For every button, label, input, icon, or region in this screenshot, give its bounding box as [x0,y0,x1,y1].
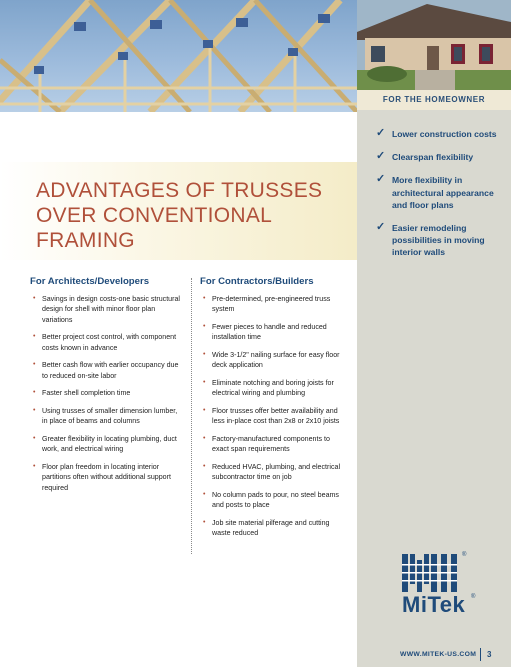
list-item: • Savings in design costs-one basic structural design for shell with minor floor plan variations [33,295,181,324]
list-item: • Job site material pilferage and cutting waste reduced [203,518,330,538]
bullet-icon: • [33,462,36,470]
bullet-icon: • [203,462,206,470]
check-icon: ✓ [376,221,386,234]
house-photo [357,0,511,90]
homeowner-benefits-list [376,128,504,270]
bullet-icon: • [203,406,206,414]
contractors-heading: For Contractors/Builders [200,276,314,287]
logo-mark-registered: ® [462,552,467,558]
list-item: • Wide 3-1/2" nailing surface for easy floor deck application [203,350,340,370]
list-item: • Fewer pieces to handle and reduced installation time [203,322,327,342]
bullet-icon: • [203,434,206,442]
bullet-icon: • [33,434,36,442]
bullet-icon: • [33,295,36,302]
list-item: • Better project cost control, with component costs known in advance [33,333,177,352]
check-icon: ✓ [376,173,386,186]
homeowner-heading-band [357,90,511,110]
architects-column [30,276,180,500]
check-icon: ✓ [376,150,386,163]
contractors-list [200,294,346,538]
truss-illustration [0,0,357,112]
list-item: • Reduced HVAC, plumbing, and electrical subcontractor time on job [203,462,341,482]
bullet-icon: • [203,295,206,302]
list-item: • Faster shell completion time [33,389,131,398]
list-item: • Greater flexibility in locating plumbing, duct work, and electrical wiring [33,434,177,454]
bullet-icon: • [203,490,206,498]
contractors-column [200,276,346,546]
column-divider [191,278,192,554]
bullet-icon: • [203,518,206,526]
list-item: • Better cash flow with earlier occupancy due to reduced on-site labor [33,361,179,380]
list-item: ✓ More flexibility in architectural appearance and floor plans [376,173,494,210]
mitek-wordmark: MiTek [402,592,466,617]
footer-divider [480,648,481,661]
list-item: • Floor trusses offer better availability and less in-place cost than 2x8 or 2x10 joists [203,406,340,426]
list-item: • Eliminate notching and boring joists for electrical wiring and plumbing [203,378,334,398]
page-title: ADVANTAGES OF TRUSSES OVER CONVENTIONAL FRAMING [36,179,323,252]
bullet-icon: • [33,333,36,341]
list-item: • Factory-manufactured components to exact span requirements [203,434,330,454]
bullet-icon: • [33,406,36,414]
list-item: ✓ Lower construction costs [376,127,497,139]
list-item: ✓ Easier remodeling possibilities in moving interior walls [376,221,485,258]
house-illustration [357,0,511,90]
architects-list [30,294,180,493]
logo-word-registered: ® [471,594,476,600]
truss-photo [0,0,357,112]
bullet-icon: • [33,361,36,369]
homeowner-heading: FOR THE HOMEOWNER [382,95,486,104]
bullet-icon: • [33,389,36,397]
check-icon: ✓ [376,127,386,139]
list-item: • Using trusses of smaller dimension lumber, in place of beams and columns [33,406,178,426]
architects-heading: For Architects/Developers [30,276,150,287]
bullet-icon: • [203,322,206,330]
footer-url-link[interactable]: WWW.MITEK-US.COM [400,651,477,658]
bullet-icon: • [203,378,206,386]
list-item: ✓ Clearspan flexibility [376,150,474,163]
page-number: 3 [487,650,492,659]
bullet-icon: • [203,350,206,358]
list-item: • No column pads to pour, no steel beams and posts to place [203,490,339,510]
list-item: • Pre-determined, pre-engineered truss system [203,295,331,314]
list-item: • Floor plan freedom in locating interior partitions often without additional support required [33,462,171,492]
